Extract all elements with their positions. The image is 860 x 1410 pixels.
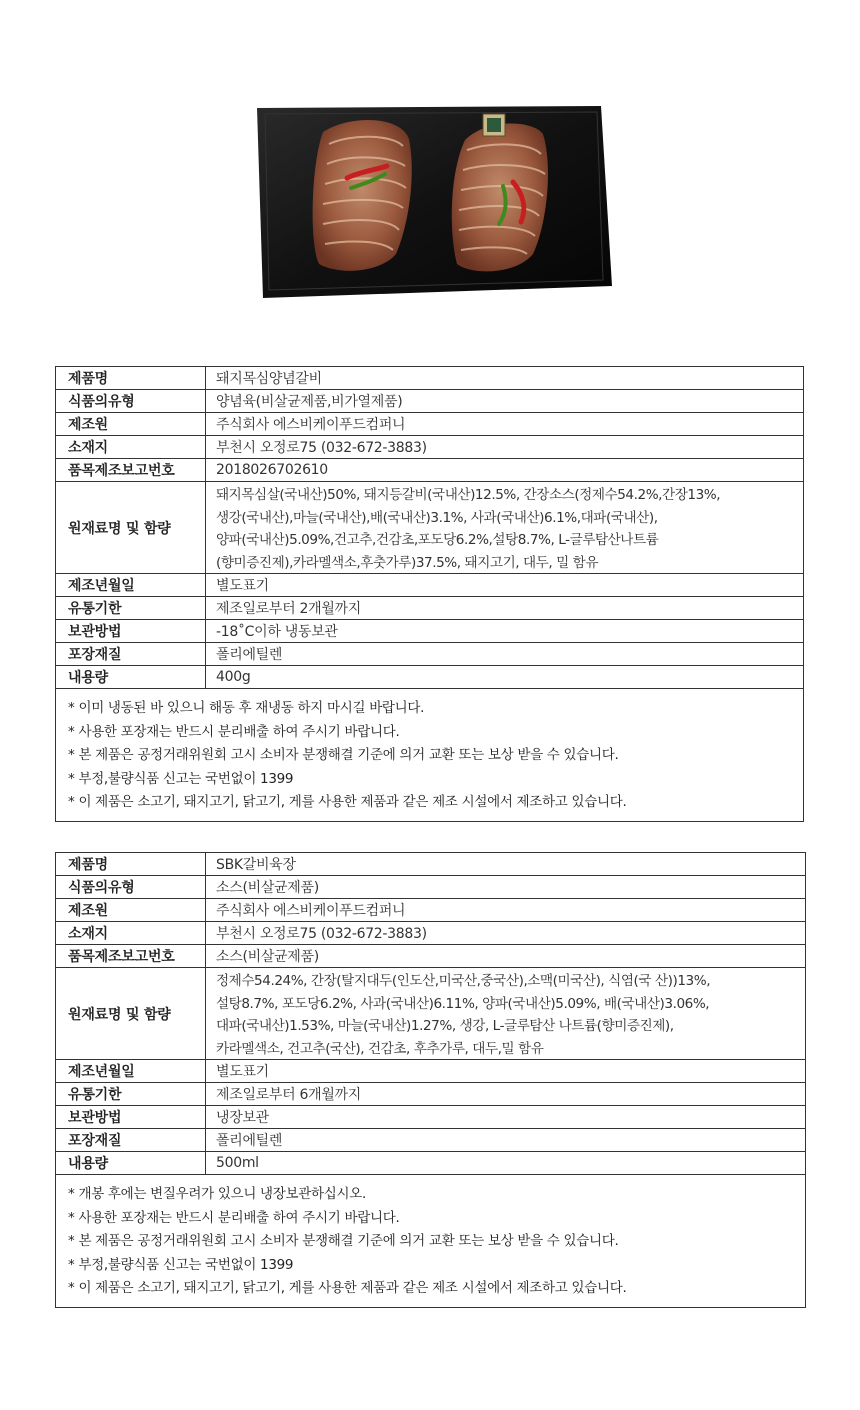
label: 포장재질 <box>56 643 206 665</box>
product-info-table-2 <box>55 852 806 1308</box>
label: 제조원 <box>56 899 206 921</box>
row-manufacture-date <box>56 574 803 597</box>
row-packaging <box>56 643 803 666</box>
notes <box>56 689 803 821</box>
note-item: * 사용한 포장재는 반드시 분리배출 하여 주시기 바랍니다. <box>68 721 803 745</box>
row-product-name <box>56 853 805 876</box>
value: 제조일로부터 2개월까지 <box>216 601 361 617</box>
label: 유통기한 <box>56 597 206 619</box>
value: 500ml <box>216 1155 259 1171</box>
label: 식품의유형 <box>56 390 206 412</box>
label: 품목제조보고번호 <box>56 459 206 481</box>
ingredients-line: 돼지목심살(국내산)50%, 돼지등갈비(국내산)12.5%, 간장소스(정제수54.2%,간장13%, <box>216 487 721 503</box>
value: 별도표기 <box>216 1064 269 1080</box>
note-item: * 본 제품은 공정거래위원회 고시 소비자 분쟁해결 기준에 의거 교환 또는 보상 받을 수 있습니다. <box>68 744 803 768</box>
label: 원재료명 및 함량 <box>56 482 206 573</box>
row-address <box>56 922 805 945</box>
label: 제조원 <box>56 413 206 435</box>
value: 주식회사 에스비케이푸드컴퍼니 <box>216 903 406 919</box>
row-food-type <box>56 876 805 899</box>
row-ingredients <box>56 968 805 1060</box>
row-storage <box>56 1106 805 1129</box>
meat-right <box>452 123 548 271</box>
row-report-number <box>56 459 803 482</box>
row-manufacturer <box>56 413 803 436</box>
row-content-amount <box>56 1152 805 1175</box>
row-food-type <box>56 390 803 413</box>
row-ingredients <box>56 482 803 574</box>
label: 소재지 <box>56 922 206 944</box>
value: 부천시 오정로75 (032-672-3883) <box>216 926 427 942</box>
ingredients-line: 설탕8.7%, 포도당6.2%, 사과(국내산)6.11%, 양파(국내산)5.09%, 배(국내산)3.06%, <box>216 995 710 1012</box>
ingredients-line: 양파(국내산)5.09%,건고추,건감초,포도당6.2%,설탕8.7%, L-글루탐산나트륨 <box>216 532 659 548</box>
label: 유통기한 <box>56 1083 206 1105</box>
value: -18˚C이하 냉동보관 <box>216 624 338 640</box>
label: 제품명 <box>56 853 206 875</box>
ingredients-line: 카라멜색소, 건고추(국산), 건감초, 후추가루, 대두,밀 함유 <box>216 1040 544 1057</box>
label: 원재료명 및 함량 <box>56 968 206 1059</box>
note-item: * 부정,불량식품 신고는 국번없이 1399 <box>68 1254 805 1278</box>
label: 내용량 <box>56 666 206 688</box>
product-info-table-1 <box>55 366 804 822</box>
meat-left <box>313 120 412 271</box>
ingredients-line: 대파(국내산)1.53%, 마늘(국내산)1.27%, 생강, L-글루탐산 나트륨(향미증진제), <box>216 1018 674 1034</box>
note-item: * 본 제품은 공정거래위원회 고시 소비자 분쟁해결 기준에 의거 교환 또는 보상 받을 수 있습니다. <box>68 1230 805 1254</box>
value: 2018026702610 <box>216 462 328 478</box>
row-report-number <box>56 945 805 968</box>
row-packaging <box>56 1129 805 1152</box>
label: 보관방법 <box>56 1106 206 1128</box>
value: 별도표기 <box>216 578 269 594</box>
row-manufacturer <box>56 899 805 922</box>
value: 양념육(비살균제품,비가열제품) <box>216 394 403 410</box>
note-item: * 부정,불량식품 신고는 국번없이 1399 <box>68 768 803 792</box>
value: 폴리에틸렌 <box>216 1133 283 1149</box>
ingredients-line: 정제수54.24%, 간장(탈지대두(인도산,미국산,중국산),소맥(미국산), 식염(국 산))13%, <box>216 973 711 989</box>
value: SBK갈비육장 <box>216 857 296 873</box>
label: 제조년월일 <box>56 1060 206 1082</box>
note-item: * 개봉 후에는 변질우려가 있으니 냉장보관하십시오. <box>68 1183 805 1207</box>
notes <box>56 1175 805 1307</box>
row-expiry <box>56 1083 805 1106</box>
row-manufacture-date <box>56 1060 805 1083</box>
label: 제조년월일 <box>56 574 206 596</box>
note-item: * 이미 냉동된 바 있으니 해동 후 재냉동 하지 마시길 바랍니다. <box>68 697 803 721</box>
label: 식품의유형 <box>56 876 206 898</box>
row-expiry <box>56 597 803 620</box>
row-product-name <box>56 367 803 390</box>
row-storage <box>56 620 803 643</box>
note-item: * 사용한 포장재는 반드시 분리배출 하여 주시기 바랍니다. <box>68 1207 805 1231</box>
value: 제조일로부터 6개월까지 <box>216 1087 361 1103</box>
value: 돼지목심양념갈비 <box>216 371 322 387</box>
value: 폴리에틸렌 <box>216 647 283 663</box>
row-content-amount <box>56 666 803 689</box>
value: 부천시 오정로75 (032-672-3883) <box>216 440 427 456</box>
label: 품목제조보고번호 <box>56 945 206 967</box>
note-item: * 이 제품은 소고기, 돼지고기, 닭고기, 게를 사용한 제품과 같은 제조 시설에서 제조하고 있습니다. <box>68 791 803 815</box>
label: 제품명 <box>56 367 206 389</box>
ingredients-text <box>206 482 803 573</box>
label: 보관방법 <box>56 620 206 642</box>
ingredients-line: (향미증진제),카라멜색소,후춧가루)37.5%, 돼지고기, 대두, 밀 함유 <box>216 554 599 571</box>
product-photo <box>251 104 612 298</box>
note-item: * 이 제품은 소고기, 돼지고기, 닭고기, 게를 사용한 제품과 같은 제조 시설에서 제조하고 있습니다. <box>68 1277 805 1301</box>
value: 소스(비살균제품) <box>216 880 319 896</box>
value: 400g <box>216 669 251 685</box>
value: 주식회사 에스비케이푸드컴퍼니 <box>216 417 406 433</box>
ingredients-line: 생강(국내산),마늘(국내산),배(국내산)3.1%, 사과(국내산)6.1%,대파(국내산), <box>216 509 658 526</box>
ingredients-text <box>206 968 805 1059</box>
label: 소재지 <box>56 436 206 458</box>
label: 포장재질 <box>56 1129 206 1151</box>
value: 소스(비살균제품) <box>216 949 319 965</box>
row-address <box>56 436 803 459</box>
value: 냉장보관 <box>216 1110 269 1126</box>
label: 내용량 <box>56 1152 206 1174</box>
